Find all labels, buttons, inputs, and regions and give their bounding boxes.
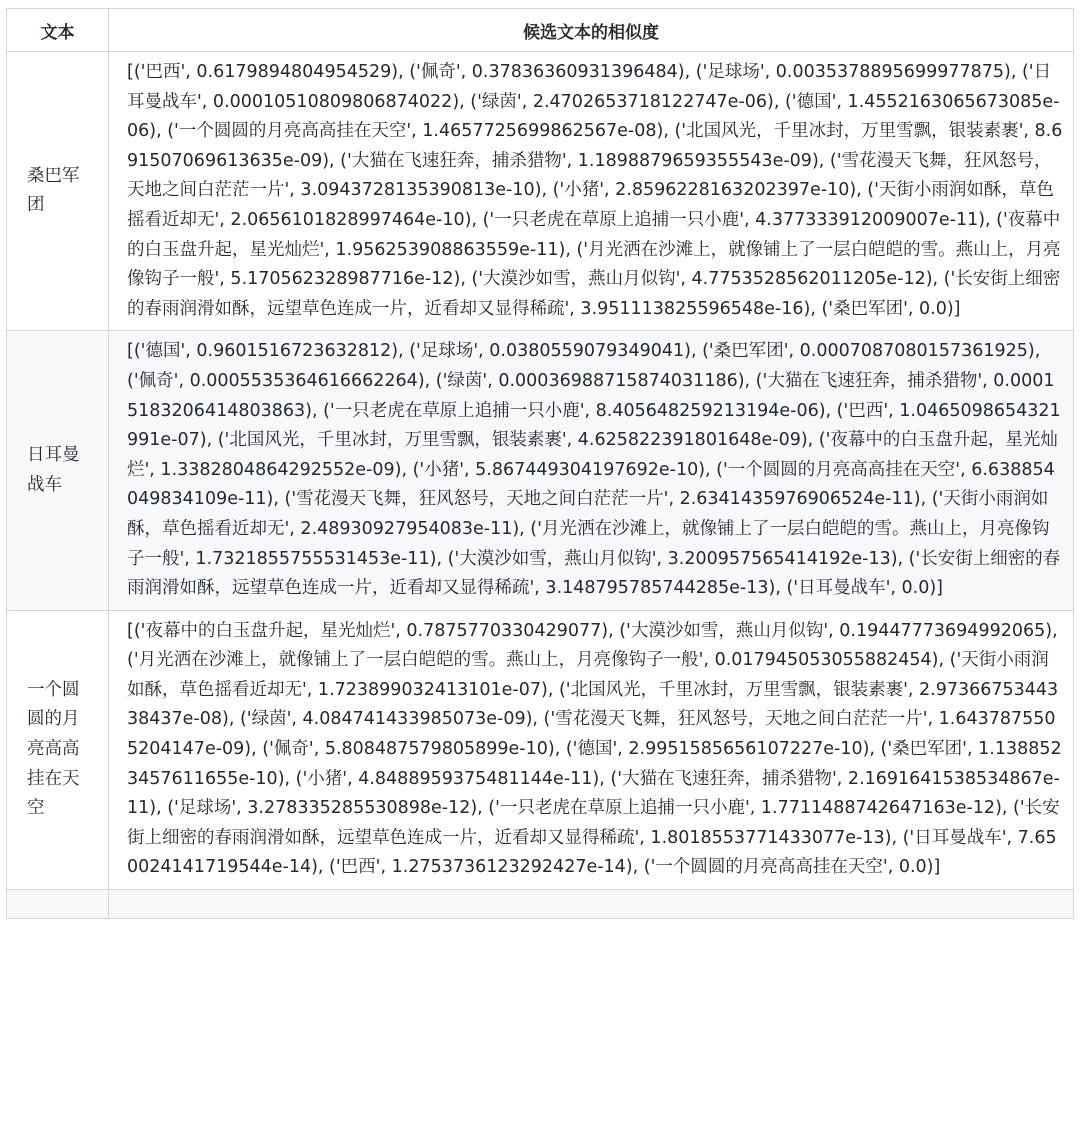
row-similarity-cell (109, 52, 1074, 331)
row-similarity: [('德国', 0.9601516723632812), ('足球场', 0.0380559079349041), ('桑巴军团', 0.0007087080157361925), ('佩奇', 0.0005535364616662264), ('绿茵', 0.00036988715874031186), ('大猫在飞速狂奔，捕杀猎物', 0.00015183206414803863), ('一只老虎在草原上追捕一只小鹿', 8.405648259213194e-06), ('巴西', 1.0465098654321991e-07), ('北国风光，千里冰封，万里雪飘，银装素裹', 4.625822391801648e-09), ('夜幕中的白玉盘升起，星光灿烂', 1.3382804864292552e-09), ('小猪', 5.867449304197692e-10), ('一个圆圆的月亮高高挂在天空', 6.638854049834109e-11), ('雪花漫天飞舞，狂风怒号，天地之间白茫茫一片', 2.6341435976906524e-11), ('天街小雨润如酥，草色摇看近却无', 2.48930927954083e-11), ('月光洒在沙滩上，就像铺上了一层白皑皑的雪。燕山上，月亮像钩子一般', 1.7321855755531453e-11), ('大漠沙如雪，燕山月似钩', 3.200957565414192e-13), ('长安街上细密的春雨润滑如酥，远望草色连成一片，近看却又显得稀疏', 3.148795785744285e-13), ('日耳曼战车', 0.0)] (127, 341, 1061, 599)
row-text: 桑巴军团 (27, 165, 80, 216)
row-similarity: [('巴西', 0.6179894804954529), ('佩奇', 0.37836360931396484), ('足球场', 0.0035378895699977875), ('日耳曼战车', 0.00010510809806874022), ('绿茵', 2.4702653718122747e-06), ('德国', 1.4552163065673085e-06), ('一个圆圆的月亮高高挂在天空', 1.4657725699862567e-08), ('北国风光，千里冰封，万里雪飘，银装素裹', 8.691507069613635e-09), ('大猫在飞速狂奔，捕杀猎物', 1.1898879659355543e-09), ('雪花漫天飞舞，狂风怒号，天地之间白茫茫一片', 3.0943728135390813e-10), ('小猪', 2.8596228163202397e-10), ('天街小雨润如酥，草色摇看近却无', 2.0656101828997464e-10), ('一只老虎在草原上追捕一只小鹿', 4.377333912009007e-11), ('夜幕中的白玉盘升起，星光灿烂', 1.956253908863559e-11), ('月光洒在沙滩上，就像铺上了一层白皑皑的雪。燕山上，月亮像钩子一般', 5.170562328987716e-12), ('大漠沙如雪，燕山月似钩', 4.7753528562011205e-12), ('长安街上细密的春雨润滑如酥，远望草色连成一片，近看却又显得稀疏', 3.951113825596548e-16), ('桑巴军团', 0.0)] (127, 62, 1063, 319)
row-text: 一个圆圆的月亮高高挂在天空 (27, 679, 80, 819)
row-text-cell (7, 52, 109, 331)
table-row-partial (7, 890, 1074, 919)
table-header-row (7, 9, 1074, 52)
row-text: 日耳曼战车 (27, 444, 80, 495)
row-similarity: [('夜幕中的白玉盘升起，星光灿烂', 0.7875770330429077), ('大漠沙如雪，燕山月似钩', 0.19447773694992065), ('月光洒在沙滩上，就像铺上了一层白皑皑的雪。燕山上，月亮像钩子一般', 0.017945053055882454), ('天街小雨润如酥，草色摇看近却无', 1.723899032413101e-07), ('北国风光，千里冰封，万里雪飘，银装素裹', 2.9736675344338437e-08), ('绿茵', 4.084741433985073e-09), ('雪花漫天飞舞，狂风怒号，天地之间白茫茫一片', 1.6437875505204147e-09), ('佩奇', 5.808487579805899e-10), ('德国', 2.9951585656107227e-10), ('桑巴军团', 1.1388523457611655e-10), ('小猪', 4.8488959375481144e-11), ('大猫在飞速狂奔，捕杀猎物', 2.1691641538534867e-11), ('足球场', 3.278335285530898e-12), ('一只老虎在草原上追捕一只小鹿', 1.7711488742647163e-12), ('长安街上细密的春雨润滑如酥，远望草色连成一片，近看却又显得稀疏', 1.8018553771433077e-13), ('日耳曼战车', 7.650024141719544e-14), ('巴西', 1.2753736123292427e-14), ('一个圆圆的月亮高高挂在天空', 0.0)] (127, 620, 1062, 878)
row-text-cell (7, 610, 109, 889)
row-text-cell (7, 331, 109, 610)
table-row (7, 610, 1074, 889)
row-similarity-cell (109, 610, 1074, 889)
row-text-cell-partial (7, 890, 109, 919)
row-similarity-cell-partial (109, 890, 1074, 919)
similarity-table (6, 8, 1074, 919)
row-similarity-cell (109, 331, 1074, 610)
table-row (7, 52, 1074, 331)
header-similarity: 候选文本的相似度 (109, 9, 1074, 52)
table-row (7, 331, 1074, 610)
header-text: 文本 (7, 9, 109, 52)
